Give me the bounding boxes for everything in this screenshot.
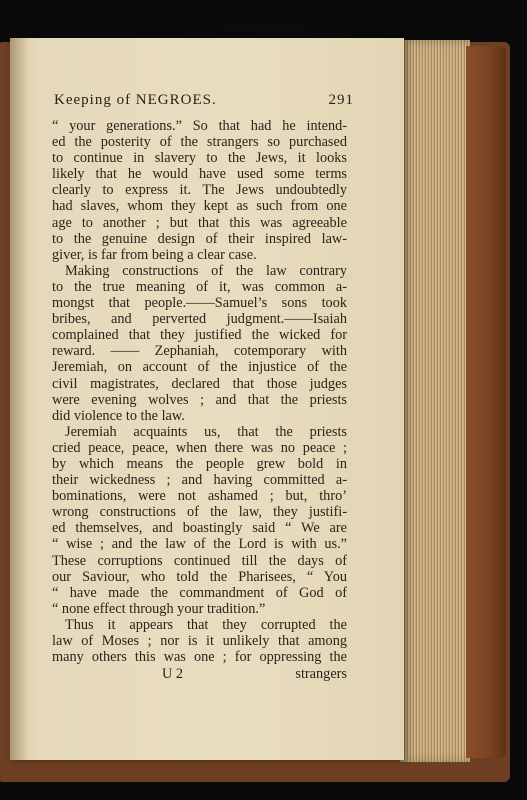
text-line: likely that he would have used some terms — [52, 166, 347, 183]
text-line: did violence to the law. — [52, 407, 185, 424]
book-cover-fore-edge — [466, 46, 506, 758]
text-line: These corruptions continued till the days of — [52, 552, 347, 569]
text-line: civil magistrates, declared that those judges — [52, 375, 347, 392]
text-line: to the genuine design of their inspired law- — [52, 230, 347, 247]
text-line: Making constructions of the law contrary — [65, 262, 347, 279]
body-text — [52, 118, 347, 665]
text-line: their wickedness ; and having committed a- — [52, 472, 347, 489]
text-line: had slaves, whom they kept as such from one — [52, 198, 347, 215]
text-line: bribes, and perverted judgment.——Isaiah — [52, 311, 347, 328]
text-line: ed themselves, and boastingly said “ We are — [52, 520, 347, 537]
gutter-shadow — [10, 38, 28, 760]
text-line: to the true meaning of it, was common a- — [52, 278, 347, 295]
text-line: complained that they justified the wicked for — [52, 327, 347, 344]
text-line: many others this was one ; for oppressing the — [52, 649, 347, 666]
catchword: strangers — [295, 666, 347, 682]
page-number: 291 — [328, 92, 354, 108]
text-line: clearly to express it. The Jews undoubtedly — [52, 182, 347, 199]
text-line: “ have made the commandment of God of — [52, 584, 347, 601]
text-line: were evening wolves ; and that the priests — [52, 391, 347, 408]
page-block-edges — [400, 40, 470, 762]
text-line: mongst that people.——Samuel’s sons took — [52, 295, 347, 312]
signature-mark: U 2 — [162, 666, 184, 682]
text-line: to continue in slavery to the Jews, it looks — [52, 150, 347, 167]
text-line: by which means the people grew bold in — [52, 455, 347, 472]
text-line: wrong constructions of the law, they justifi- — [52, 504, 347, 521]
text-line: Thus it appears that they corrupted the — [65, 616, 347, 633]
text-line: our Saviour, who told the Pharisees, “ You — [52, 568, 347, 585]
text-line: reward. —— Zephaniah, cotemporary with — [52, 343, 347, 360]
text-line: “ wise ; and the law of the Lord is with us.” — [52, 536, 347, 553]
running-head-title: Keeping of NEGROES. — [54, 92, 217, 108]
text-line: Jeremiah, on account of the injustice of the — [52, 359, 347, 376]
running-head — [54, 92, 354, 114]
page-footer — [52, 666, 347, 684]
text-line: law of Moses ; nor is it unlikely that among — [52, 633, 347, 649]
text-line: Jeremiah acquaints us, that the priests — [65, 423, 347, 440]
text-line: giver, is far from being a clear case. — [52, 246, 257, 263]
text-line: “ your generations.” So that had he intend- — [52, 118, 347, 134]
text-line: cried peace, peace, when there was no peace ; — [52, 439, 347, 456]
text-line: “ none effect through your tradition.” — [52, 600, 266, 617]
text-line: ed the posterity of the strangers so purchased — [52, 134, 347, 151]
text-line: bominations, were not ashamed ; but, thro’ — [52, 488, 347, 505]
text-line: age to another ; but that this was agreeable — [52, 214, 347, 231]
